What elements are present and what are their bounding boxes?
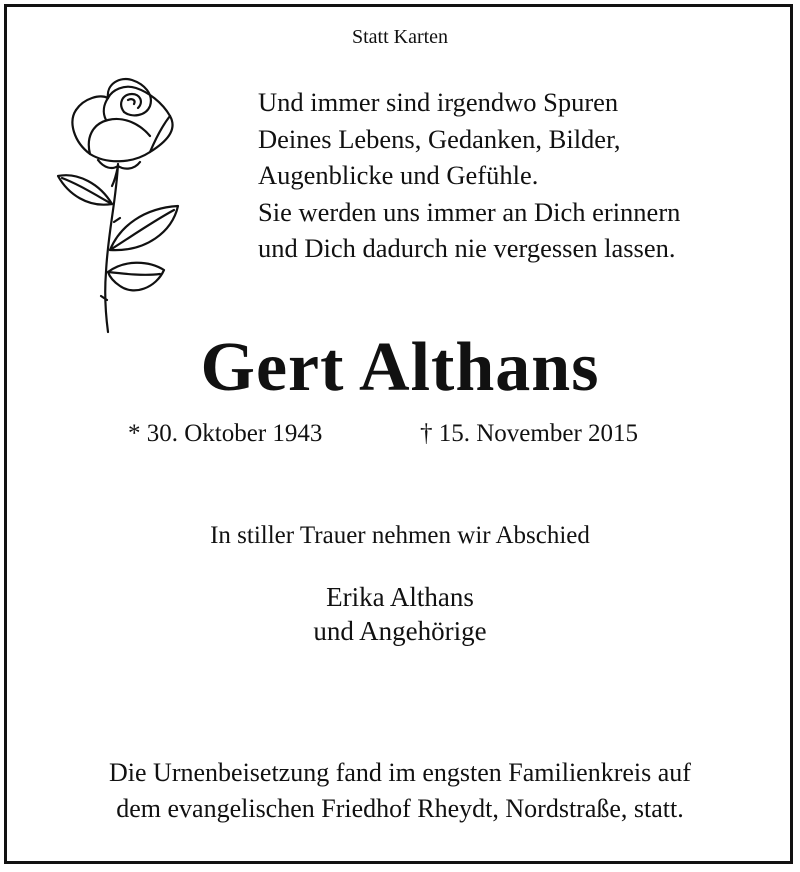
birth-date: * 30. Oktober 1943 — [128, 420, 323, 447]
death-date: † 15. November 2015 — [420, 420, 639, 447]
mourners — [0, 580, 800, 648]
burial-note-line: Die Urnenbeisetzung fand im engsten Familienkreis auf — [109, 758, 691, 787]
header-note: Statt Karten — [351, 26, 449, 48]
farewell-text: In stiller Trauer nehmen wir Abschied — [210, 522, 590, 549]
poem-line: Und immer sind irgendwo Spuren — [258, 87, 619, 117]
poem-line: Augenblicke und Gefühle. — [258, 160, 539, 190]
burial-note-line: dem evangelischen Friedhof Rheydt, Nordstraße, statt. — [116, 794, 684, 823]
poem-line: Deines Lebens, Gedanken, Bilder, — [258, 123, 621, 154]
burial-note — [0, 755, 800, 827]
deceased-name: Gert Althans — [200, 329, 600, 406]
rose-icon — [28, 72, 198, 334]
poem — [258, 84, 778, 267]
mourner-line: und Angehörige — [313, 616, 487, 646]
poem-line: und Dich dadurch nie vergessen lassen. — [258, 233, 676, 263]
mourner-line: Erika Althans — [326, 582, 474, 612]
poem-line: Sie werden uns immer an Dich erinnern — [258, 196, 681, 227]
